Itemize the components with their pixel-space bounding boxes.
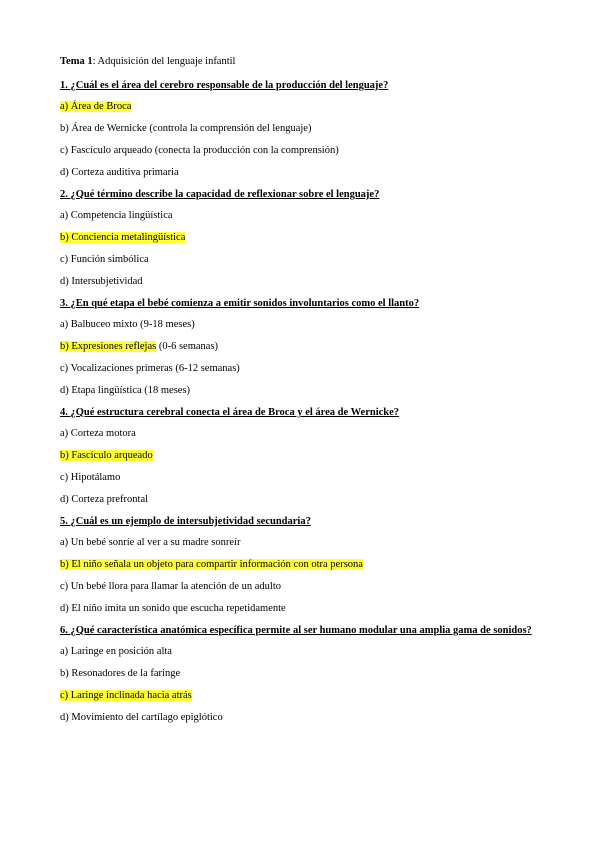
option-text: a) Un bebé sonríe al ver a su madre sonreír (60, 537, 241, 548)
option-5d (60, 602, 550, 615)
option-3c (60, 362, 550, 375)
option-6b (60, 667, 550, 680)
question-block-6 (60, 624, 550, 724)
question-4: 4. ¿Qué estructura cerebral conecta el área de Broca y el área de Wernicke? (60, 407, 400, 418)
option-text: d) Corteza prefrontal (60, 494, 149, 505)
option-text: a) Corteza motora (60, 428, 136, 439)
title-label: Tema 1 (60, 56, 93, 67)
question-3: 3. ¿En qué etapa el bebé comienza a emitir sonidos involuntarios como el llanto? (60, 298, 420, 309)
title-separator: : (92, 56, 98, 67)
question-block-1 (60, 79, 550, 179)
option-text: b) Área de Wernicke (controla la comprensión del lenguaje) (60, 123, 312, 134)
question-1: 1. ¿Cuál es el área del cerebro responsable de la producción del lenguaje? (60, 80, 389, 91)
option-5c (60, 580, 550, 593)
option-text: d) Movimiento del cartílago epiglótico (60, 712, 223, 723)
option-2b (60, 231, 550, 244)
question-block-2 (60, 188, 550, 288)
option-text: c) Vocalizaciones primeras (6-12 semanas) (60, 363, 240, 374)
option-text: d) Corteza auditiva primaria (60, 167, 179, 178)
option-6c (60, 689, 550, 702)
option-1c (60, 144, 550, 157)
option-2a (60, 209, 550, 222)
document-title (60, 55, 550, 68)
question-2: 2. ¿Qué término describe la capacidad de reflexionar sobre el lenguaje? (60, 189, 380, 200)
answer-highlight: b) Expresiones reflejas (60, 341, 157, 352)
option-text: a) Laringe en posición alta (60, 646, 172, 657)
option-text: d) El niño imita un sonido que escucha repetidamente (60, 603, 286, 614)
option-1d (60, 166, 550, 179)
option-1a (60, 100, 550, 113)
answer-highlight: b) El niño señala un objeto para compartir información con otra persona (60, 559, 363, 570)
answer-highlight: b) Fascículo arqueado (60, 450, 153, 461)
option-text: c) Hipotálamo (60, 472, 121, 483)
question-6: 6. ¿Qué característica anatómica específica permite al ser humano modular una amplia gama de sonidos? (60, 625, 532, 636)
option-text: d) Intersubjetividad (60, 276, 143, 287)
option-text: d) Etapa lingüística (18 meses) (60, 385, 191, 396)
option-5a (60, 536, 550, 549)
option-6a (60, 645, 550, 658)
option-5b (60, 558, 550, 571)
option-4d (60, 493, 550, 506)
question-block-5 (60, 515, 550, 615)
question-block-4 (60, 406, 550, 506)
option-text: a) Competencia lingüística (60, 210, 173, 221)
answer-highlight: b) Conciencia metalingüística (60, 232, 186, 243)
option-3b (60, 340, 550, 353)
option-3d (60, 384, 550, 397)
option-4a (60, 427, 550, 440)
option-4c (60, 471, 550, 484)
option-text: c) Fascículo arqueado (conecta la producción con la comprensión) (60, 145, 339, 156)
option-text: c) Función simbólica (60, 254, 149, 265)
question-block-3 (60, 297, 550, 397)
option-text: b) Resonadores de la faringe (60, 668, 181, 679)
title-text: Adquisición del lenguaje infantil (97, 56, 236, 67)
question-5: 5. ¿Cuál es un ejemplo de intersubjetividad secundaria? (60, 516, 311, 527)
option-6d (60, 711, 550, 724)
document-content (60, 55, 550, 733)
answer-highlight: a) Área de Broca (60, 101, 132, 112)
option-1b (60, 122, 550, 135)
option-2c (60, 253, 550, 266)
answer-highlight: c) Laringe inclinada hacia atrás (60, 690, 192, 701)
option-text: (0-6 semanas) (156, 341, 219, 352)
option-4b (60, 449, 550, 462)
option-3a (60, 318, 550, 331)
option-text: c) Un bebé llora para llamar la atención de un adulto (60, 581, 281, 592)
option-text: a) Balbuceo mixto (9-18 meses) (60, 319, 195, 330)
option-2d (60, 275, 550, 288)
